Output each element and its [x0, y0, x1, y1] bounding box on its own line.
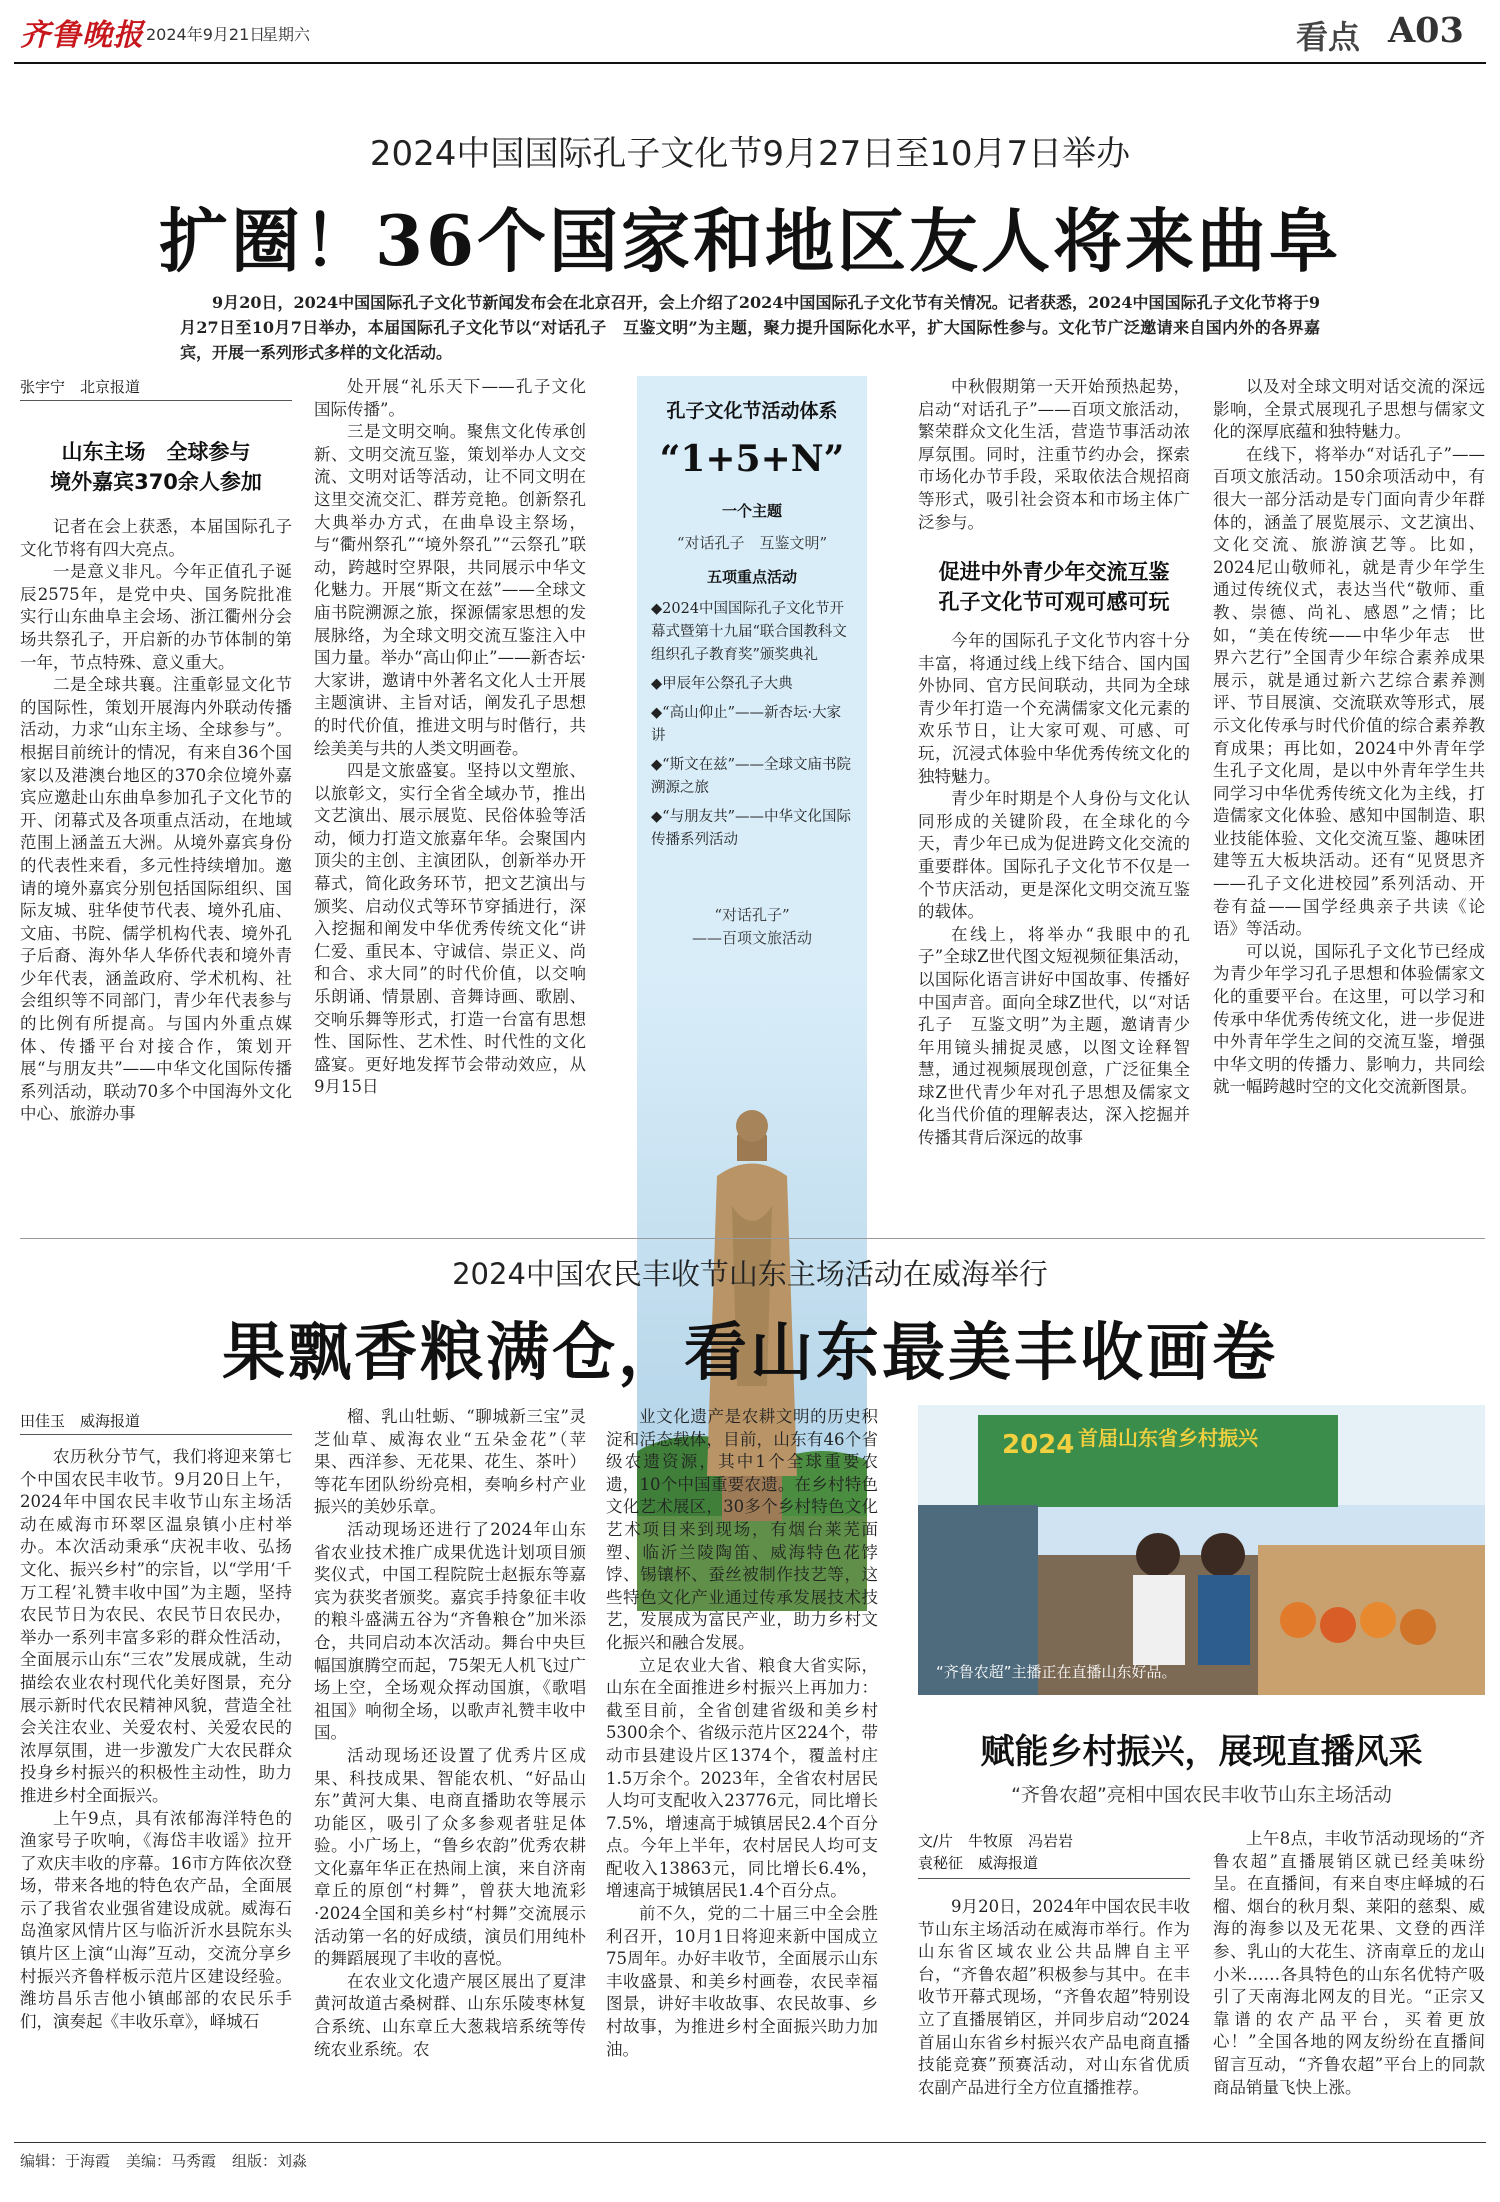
article3-subtitle: “齐鲁农超”亮相中国农民丰收节山东主场活动: [1011, 1784, 1392, 1806]
paragraph: 活动现场还进行了2024年山东省农业技术推广成果优选计划项目颁奖仪式，中国工程院院士赵振东等嘉宾为获奖者颁奖。嘉宾手持象征丰收的粮斗盛满五谷为“齐鲁粮仓”加米添仓，共同启动本次活动。舞台中央巨幅国旗腾空而起，75架无人机飞过广场上空，全场观众挥动国旗，《歌唱祖国》响彻全场，以歌声礼赞丰收中国。: [314, 1519, 586, 1743]
article3-col2: [1213, 1828, 1485, 2126]
article2-byline: 田佳玉 威海报道: [20, 1412, 141, 1430]
paragraph: 立足农业大省、粮食大省实际，山东在全面推进乡村振兴上再加力：截至目前，全省创建省级和美乡村5300余个、省级示范片区224个，带动市县建设片区1374个，覆盖村庄1.5万余个。2023年，全省农村居民人均可支配收入23776元，同比增长7.5%，增速高于城镇居民2.4个百分点。今年上半年，农村居民人均可支配收入13863元，同比增长6.4%，增速高于城镇居民1.4个百分点。: [606, 1655, 878, 1901]
box-one-theme-label: 一个主题: [721, 502, 782, 520]
article2-col1: [20, 1446, 292, 2126]
paragraph: 上午9点，具有浓郁海洋特色的渔家号子吹响，《海岱丰收谣》拉开了欢庆丰收的序幕。16市方阵依次登场，带来各地的特色农产品，全面展示了我省农业强省建设成就。威海石岛渔家风情片区与临沂沂水县院东头镇片区上演“山海”互动，交流分享乡村振兴齐鲁样板示范片区建设经验。潍坊昌乐吉他小镇邮部的农民乐手们，演奏起《丰收乐章》，峄城石: [20, 1808, 292, 2031]
article1-subhead1: 山东主场 全球参与 境外嘉宾370余人参加: [50, 440, 262, 494]
newspaper-logo: 齐鲁晚报: [20, 18, 144, 53]
paragraph: 9月20日，2024年中国农民丰收节山东主场活动在威海市举行。作为山东省区域农业公共品牌自主平台，“齐鲁农超”积极参与其中。在丰收节开幕式现场，“齐鲁农超”特别设立了直播展销区，并同步启动“2024首届山东省乡村振兴农产品电商直播技能竞赛”预赛活动，对山东省优质农副产品进行全方位直播推荐。: [918, 1897, 1190, 2097]
paragraph: 中秋假期第一天开始预热起势，启动“对话孔子”——百项文旅活动，繁荣群众文化生活，营造节事活动浓厚氛围。同时，注重节约办会，探索市场化办节手段，采取依法合规招商等形式，吸引社会资本和市场主体广泛参与。: [918, 377, 1190, 532]
byline-rule-2: [20, 1434, 292, 1435]
masthead: [0, 0, 1500, 64]
paragraph: 榴、乳山牡蛎、“聊城新三宝”灵芝仙草、威海农业“五朵金花”（苹果、西洋参、无花果、花生、茶叶）等花车团队纷纷亮相，奏响乡村产业振兴的美妙乐章。: [314, 1407, 586, 1517]
article3-byline-2: 袁秘征 威海报道: [918, 1854, 1039, 1872]
article3-headline: 赋能乡村振兴，展现直播风采: [980, 1732, 1423, 1772]
paragraph: 前不久，党的二十届三中全会胜利召开，10月1日将迎来新中国成立75周年。办好丰收节，全面展示山东丰收盛景、和美乡村画卷，农民幸福图景，讲好丰收故事、农民故事、乡村故事，为推进乡村全面振兴助力加油。: [606, 1904, 878, 2059]
byline-rule: [20, 400, 292, 401]
issue-weekday: 星期六: [262, 25, 311, 44]
livestream-photo: [918, 1405, 1485, 1695]
paragraph: 处开展“礼乐天下——孔子文化国际传播”。: [314, 377, 586, 419]
page-number: A03: [1388, 10, 1464, 51]
article1-kicker: 2024中国国际孔子文化节9月27日至10月7日举办: [369, 134, 1131, 174]
box-code: “1+5+N”: [659, 438, 845, 480]
article1-col4a: [918, 376, 1190, 546]
article1-subhead2: 促进中外青少年交流互鉴 孔子文化节可观可感可玩: [938, 560, 1170, 614]
box-item-list: [651, 598, 853, 858]
paragraph: 活动现场还设置了优秀片区成果、科技成果、智能农机、“好品山东”黄河大集、电商直播助农等展示功能区，吸引了众多参观者驻足体验。小广场上，“鲁乡农韵”优秀农耕文化嘉年华正在热闹上演，来自济南章丘的原创“村舞”，曾获大地流彩·2024全国和美乡村“村舞”交流展示活动第一名的好成绩，演员们用纯朴的舞蹈展现了丰收的喜悦。: [314, 1745, 586, 1969]
article3-col1: [918, 1896, 1190, 2126]
paragraph: 在线上，将举办“我眼中的孔子”全球Z世代图文短视频征集活动，以国际化语言讲好中国故事、传播好中国声音。面向全球Z世代，以“对话孔子 互鉴文明”为主题，邀请青少年用镜头捕捉灵感，以图文诠释智慧，通过视频展现创意，广泛征集全球Z世代青少年对孔子思想及儒家文化当代价值的理解表达，深入挖掘并传播其背后深远的故事: [918, 924, 1190, 1148]
box-theme: “对话孔子 互鉴文明”: [676, 534, 828, 552]
article1-byline: 张宇宁 北京报道: [20, 378, 141, 396]
photo-banner-title: 首届山东省乡村振兴: [1078, 1426, 1258, 1450]
paragraph: 上午8点，丰收节活动现场的“齐鲁农超”直播展销区就已经美味纷呈。在直播间，有来自枣庄峄城的石榴、烟台的秋月梨、莱阳的慈梨、威海的海参以及无花果、文登的西洋参、乳山的大花生、济南章丘的龙山小米……各具特色的山东名优特产吸引了天南海北网友的目光。“正宗又靠谱的农产品平台，买着更放心！”全国各地的网友纷纷在直播间留言互动，“齐鲁农超”平台上的同款商品销量飞快上涨。: [1213, 1829, 1485, 2097]
box-n-activities: “对话孔子” ——百项文旅活动: [691, 906, 812, 947]
article2-col3: [606, 1406, 878, 2126]
box-item: ◆“斯文在兹”——全球文庙书院溯源之旅: [651, 757, 851, 796]
paragraph: 今年的国际孔子文化节内容十分丰富，将通过线上线下结合、国内国外协同、官方民间联动，共同为全球青少年打造一个充满儒家文化元素的欢乐节日，让大家可观、可感、可玩，沉浸式体验中华优秀传统文化的独特魅力。: [918, 631, 1190, 786]
box-item: ◆“高山仰止”——新杏坛·大家讲: [651, 705, 842, 744]
paragraph: 一是意义非凡。今年正值孔子诞辰2575年，是党中央、国务院批准实行山东曲阜主会场、浙江衢州分会场共祭孔子，开启新的办节体制的第一年，节点特殊、意义重大。: [20, 562, 292, 672]
photo-caption: “齐鲁农超”主播正在直播山东好品。: [936, 1663, 1177, 1681]
paragraph: 在农业文化遗产展区展出了夏津黄河故道古桑树群、山东乐陵枣林复合系统、山东章丘大葱栽培系统等传统农业系统。农: [314, 1971, 586, 2059]
article2-kicker: 2024中国农民丰收节山东主场活动在威海举行: [452, 1257, 1048, 1291]
box-item: ◆“与朋友共”——中华文化国际传播系列活动: [651, 809, 851, 848]
section-divider: [20, 1238, 1485, 1239]
article2-col2: [314, 1406, 586, 2126]
footer-art-editor: 美编：马秀霞: [126, 2152, 217, 2170]
box-title: 孔子文化节活动体系: [666, 400, 838, 422]
paragraph: 四是文旅盛宴。坚持以文塑旅、以旅彰文，实行全省全域办节，推出文艺演出、展示展览、民俗体验等活动，倾力打造文旅嘉年华。会聚国内顶尖的主创、主演团队，创新举办开幕式，简化政务环节，把文艺演出与颁奖、启动仪式等环节穿插进行，深入挖掘和阐发中华优秀传统文化“讲仁爱、重民本、守诚信、崇正义、尚和合、求大同”的时代价值，以交响乐朗诵、情景剧、音舞诗画、歌剧、交响乐舞等形式，打造一台富有思想性、国际性、艺术性、时代性的文化盛宴。更好地发挥节会带动效应，从9月15日: [314, 761, 586, 1097]
masthead-rule: [14, 62, 1486, 64]
paragraph: 在线下，将举办“对话孔子”——百项文旅活动。150余项活动中，有很大一部分活动是专门面向青少年群体的，涵盖了展览展示、文艺演出、文化交流、旅游演艺等。比如，2024尼山敬师礼，就是青少年学生通过传统仪式，表达当代“敬师、重教、崇德、尚礼、感恩”之情；比如，“美在传统——中华少年志 世界六艺行”全国青少年综合素养成果展示，就是通过新六艺综合素养测评、节目展演、交流联欢等形式，展示文化传承与时代价值的综合素养教育成果；再比如，2024中外青年学生孔子文化周，是以中外青年学生共同学习中华优秀传统文化为主线，打造儒家文化体验、感知中国制造、职业技能体验、文化交流互鉴、趣味团建等五大板块活动。还有“见贤思齐——孔子文化进校园”系列活动、开卷有益——国学经典亲子共读《论语》等活动。: [1213, 444, 1485, 939]
footer-layout: 组版：刘淼: [232, 2152, 308, 2170]
footer-editor: 编辑：于海霞: [20, 2152, 111, 2170]
paragraph: 二是全球共襄。注重彰显文化节的国际性，策划开展海内外联动传播活动，力求“山东主场、全球参与”。根据目前统计的情况，有来自36个国家以及港澳台地区的370余位境外嘉宾应邀赴山东曲阜参加孔子文化节的开、闭幕式及各项重点活动，在地域范围上涵盖五大洲。从境外嘉宾身份的代表性来看，多元性持续增加。邀请的境外嘉宾分别包括国际组织、国际友城、驻华使节代表、境外孔庙、文庙、书院、儒学机构代表、境外孔子后裔、海外华人华侨代表和境外青少年代表，涵盖政府、学术机构、社会组织等不同部门，青少年代表参与的比例有所提高。与国内外重点媒体、传播平台对接合作，策划开展“与朋友共”——中华文化国际传播系列活动，联动70多个中国海外文化中心、旅游办事: [20, 675, 292, 1124]
paragraph: 三是文明交响。聚焦文化传承创新、文明交流互鉴，策划举办人文交流、文明对话等活动，让不同文明在这里交流交汇、群芳竞艳。创新祭孔大典举办方式，在曲阜设主祭场，与“衢州祭孔”“境外祭孔”“云祭孔”联动，跨越时空界限，共同展示中华文化魅力。开展“斯文在兹”——全球文庙书院溯源之旅，探源儒家思想的发展脉络，为全球文明交流互鉴注入中国力量。举办“高山仰止”——新杏坛·大家讲，邀请中外著名文化人士开展主题演讲、主旨对话，阐发孔子思想的时代价值，推进文明与时偕行，共绘美美与共的人类文明画卷。: [314, 422, 586, 758]
box-item: ◆甲辰年公祭孔子大典: [651, 676, 793, 692]
paragraph: 青少年时期是个人身份与文化认同形成的关键阶段，在全球化的今天，青少年已成为促进跨文化交流的重要群体。国际孔子文化节不仅是一个节庆活动，更是深化文明交流互鉴的载体。: [918, 789, 1190, 922]
paragraph: 以及对全球文明对话交流的深远影响，全景式展现孔子思想与儒家文化的深厚底蕴和独特魅力。: [1213, 377, 1485, 442]
article2-headline: 果飘香粮满仓，看山东最美丰收画卷: [222, 1315, 1278, 1389]
paragraph: 农历秋分节气，我们将迎来第七个中国农民丰收节。9月20日上午，2024年中国农民丰收节山东主场活动在威海市环翠区温泉镇小庄村举办。本次活动秉承“庆祝丰收、弘扬文化、振兴乡村”的宗旨，以“学用‘千万工程’礼赞丰收中国”为主题，坚持农民节日为农民、农民节日农民办，举办一系列丰富多彩的群众性活动，全面展示山东“三农”发展成就，生动描绘农业农村现代化美好图景，充分展示新时代农民精神风貌，营造全社会关注农业、关爱农村、关爱农民的浓厚氛围，进一步激发广大农民群众投身乡村振兴的积极性主动性，助力推进乡村全面振兴。: [20, 1447, 292, 1805]
box-five-label: 五项重点活动: [706, 568, 797, 586]
issue-date: 2024年9月21日: [146, 25, 266, 44]
article3-byline-1: 文/片 牛牧原 冯岩岩: [918, 1832, 1074, 1850]
photo-banner-year: 2024: [1002, 1430, 1075, 1460]
box-item: ◆2024中国国际孔子文化节开幕式暨第十九届“联合国教科文组织孔子教育奖”颁奖典礼: [651, 601, 847, 663]
byline-rule-3: [918, 1878, 1190, 1879]
footer-rule: [14, 2142, 1486, 2143]
paragraph: 可以说，国际孔子文化节已经成为青少年学习孔子思想和体验儒家文化的重要平台。在这里，可以学习和传承中华优秀传统文化，进一步促进中外青年学生之间的交流互鉴，增强中华文明的传播力、影响力，共同绘就一幅跨越时空的文化交流新图景。: [1213, 941, 1485, 1097]
section-name: 看点: [1296, 18, 1361, 56]
paragraph: 记者在会上获悉，本届国际孔子文化节将有四大亮点。: [20, 517, 292, 559]
paragraph: 业文化遗产是农耕文明的历史积淀和活态载体，目前，山东有46个省级农遗资源，其中1个全球重要农遗，10个中国重要农遗。在乡村特色文化艺术展区，30多个乡村特色文化艺术项目来到现场，有烟台莱芜面塑、临沂兰陵陶笛、威海特色花饽饽、锡镶杯、蚕丝被制作技艺等，这些特色文化产业通过传承发展技术技艺，发展成为富民产业，助力乡村文化振兴和融合发展。: [606, 1407, 878, 1652]
article1-headline: 扩圈！36个国家和地区友人将来曲阜: [158, 201, 1342, 282]
article1-lead: 9月20日，2024中国国际孔子文化节新闻发布会在北京召开，会上介绍了2024中国国际孔子文化节有关情况。记者获悉，2024中国国际孔子文化节将于9月27日至10月7日举办，本届国际孔子文化节以“对话孔子 互鉴文明”为主题，聚力提升国际化水平，扩大国际性参与。文化节广泛邀请来自国内外的各界嘉宾，开展一系列形式多样的文化活动。: [180, 293, 1320, 362]
